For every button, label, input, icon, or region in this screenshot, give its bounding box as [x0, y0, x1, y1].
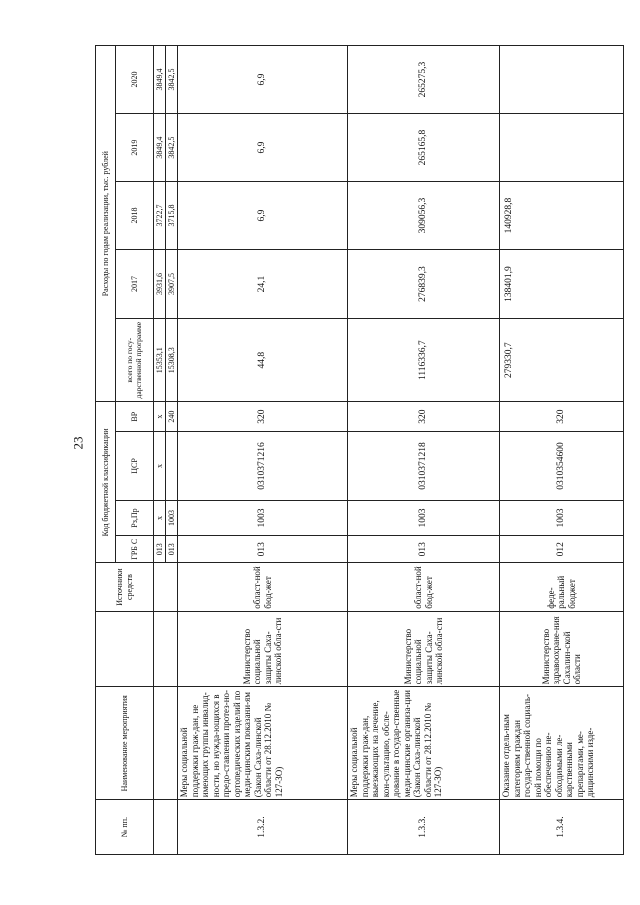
row-csr: 0310371216 [178, 431, 348, 500]
total-2020: 3842,5 [166, 46, 178, 114]
row-total: 1116336,7 [348, 319, 500, 402]
row-no: 1.3.2. [178, 800, 348, 855]
header-rzpr: Рз,Пр [116, 501, 154, 536]
row-csr: 0310354600 [500, 431, 624, 500]
total-2018: 3715,8 [166, 182, 178, 250]
total-blank-name [154, 687, 178, 800]
total-sum: 15353,1 [154, 319, 166, 402]
row-vr: 320 [348, 402, 500, 432]
total-grbs: 013 [154, 536, 166, 563]
header-no: № пп. [96, 800, 154, 855]
total-blank-source [154, 563, 178, 611]
row-no: 1.3.3. [348, 800, 500, 855]
row-source: област-ной бюд-жет [178, 563, 348, 611]
row-grbs: 013 [178, 536, 348, 563]
header-year-2020: 2020 [116, 46, 154, 114]
total-2018: 3722,7 [154, 182, 166, 250]
total-csr: x [154, 431, 166, 500]
budget-table [95, 45, 624, 855]
total-vr: 240 [166, 402, 178, 432]
total-2019: 3842,5 [166, 114, 178, 182]
total-vr: x [154, 402, 166, 432]
row-total: 279330,7 [500, 319, 624, 402]
header-vr: ВР [116, 402, 154, 432]
total-row [154, 46, 166, 855]
row-exec: Министерство здравоохране-ния Сахалин-ской области [500, 611, 624, 687]
header-name: Наименование мероприятия [96, 687, 154, 800]
row-vr: 320 [178, 402, 348, 432]
row-source: феде-ральный бюджет [500, 563, 624, 611]
row-no: 1.3.4. [500, 800, 624, 855]
row-2019: 265165,8 [348, 114, 500, 182]
row-2017: 24,1 [178, 250, 348, 319]
row-2020 [500, 46, 624, 114]
row-exec: Министерство социальной защиты Саха-линской обла-сти [348, 611, 500, 687]
total-sum: 15308,3 [166, 319, 178, 402]
header-code-group: Код бюджетной классификации [96, 402, 116, 563]
total-2020: 3849,4 [154, 46, 166, 114]
row-2017: 138401,9 [500, 250, 624, 319]
header-csr: ЦСР [116, 431, 154, 500]
header-grbs: ГРБ С [116, 536, 154, 563]
total-blank-no [154, 800, 178, 855]
row-2018: 140928,8 [500, 182, 624, 250]
header-total: всего по госу-дарственной программе [116, 319, 154, 402]
total-2017: 3907,5 [166, 250, 178, 319]
row-2020: 6,9 [178, 46, 348, 114]
total-blank-exec [154, 611, 178, 687]
table-row [500, 46, 624, 855]
row-grbs: 012 [500, 536, 624, 563]
row-2019: 6,9 [178, 114, 348, 182]
total-grbs: 013 [166, 536, 178, 563]
total-csr [166, 431, 178, 500]
row-rzpr: 1003 [500, 501, 624, 536]
header-year-2018: 2018 [116, 182, 154, 250]
header-year-2017: 2017 [116, 250, 154, 319]
row-exec: Министерство социальной защиты Саха-линской обла-сти [178, 611, 348, 687]
table-row [348, 46, 500, 855]
row-2017: 276839,3 [348, 250, 500, 319]
row-csr: 0310371218 [348, 431, 500, 500]
row-source: област-ной бюд-жет [348, 563, 500, 611]
row-name: Оказание отдель-ным категориям граждан государ-ственной социаль-ной помощи по обеспечению не-обходимыми ле-карственными препаратами, ме-дицинскими изде- [500, 687, 624, 800]
table-row [178, 46, 348, 855]
header-source: Источники средств [96, 563, 154, 611]
page-number: 23 [70, 436, 86, 450]
header-exp-group: Расходы по годам реализации, тыс. рублей [96, 46, 116, 402]
header-exec [96, 611, 154, 687]
row-2019 [500, 114, 624, 182]
total-2017: 3931,6 [154, 250, 166, 319]
total-2019: 3849,4 [154, 114, 166, 182]
row-2020: 265275,3 [348, 46, 500, 114]
header-year-2019: 2019 [116, 114, 154, 182]
row-2018: 309056,3 [348, 182, 500, 250]
row-total: 44,8 [178, 319, 348, 402]
row-rzpr: 1003 [178, 501, 348, 536]
row-rzpr: 1003 [348, 501, 500, 536]
row-vr: 320 [500, 402, 624, 432]
row-name: Меры социальной поддержки граж-дан, не имеющих группы инвалид-ности, но нужда-ющихся в предо-ставлении протез-но-ортопедических изделий по меди-цинским показани-ям (Закон Саха-линской области от 28.12.2010 № 127-ЗО) [178, 687, 348, 800]
total-rzpr: 1003 [166, 501, 178, 536]
row-name: Меры социальной поддержки граж-дан, выезжающих на лечение, кон-сультацию, обсле-дование в госудaр-ственные меди-цинские организа-ции (Закон Саха-линской области от 28.12.2010 № 127-ЗО) [348, 687, 500, 800]
row-grbs: 013 [348, 536, 500, 563]
row-2018: 6,9 [178, 182, 348, 250]
rotated-table-container [95, 45, 616, 855]
total-rzpr: x [154, 501, 166, 536]
